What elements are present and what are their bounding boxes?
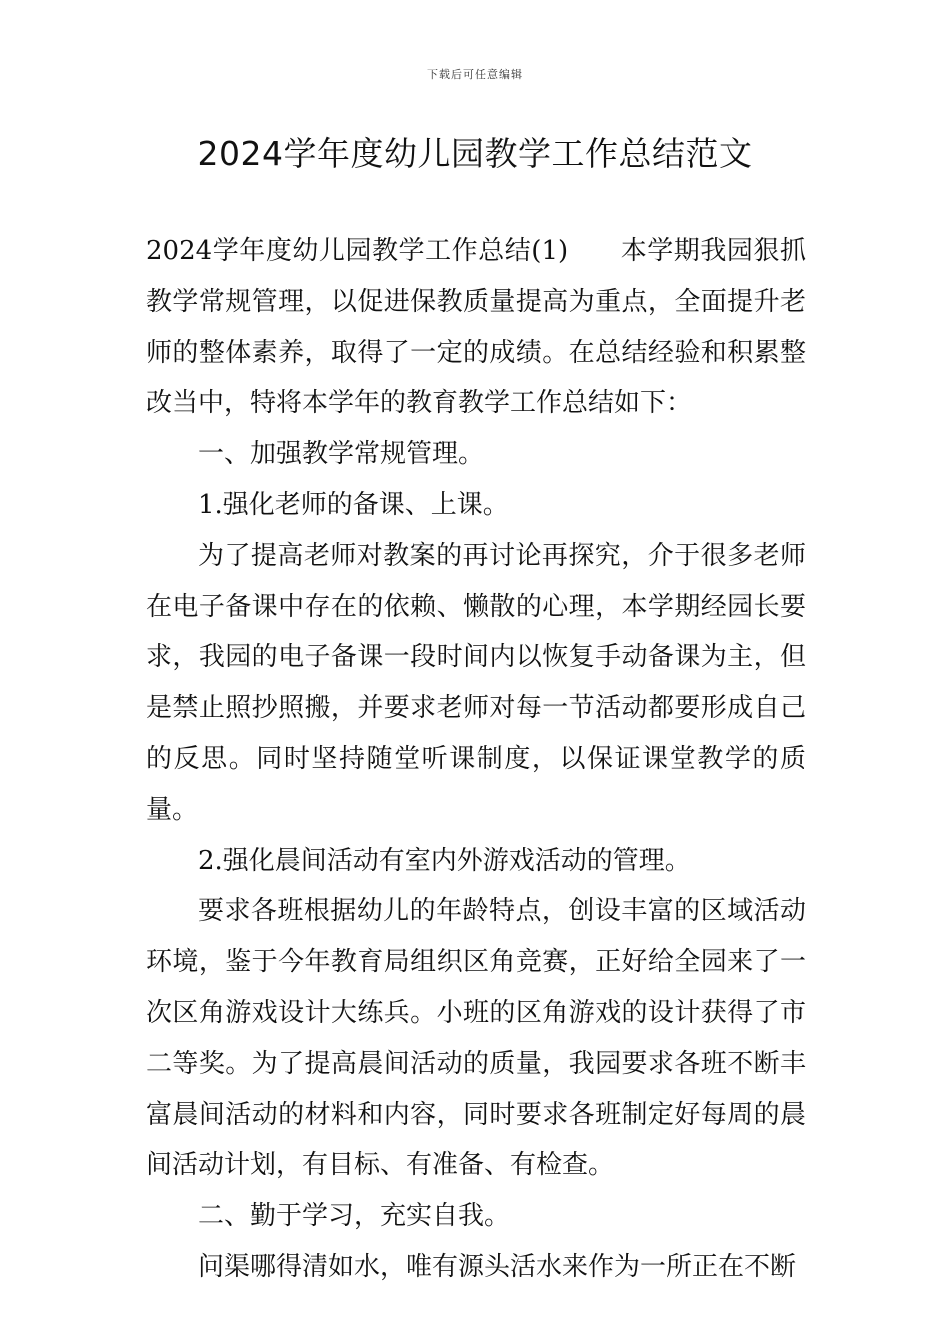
subsection-heading-2: 2.强化晨间活动有室内外游戏活动的管理。 bbox=[198, 845, 691, 876]
body-paragraph: 问渠哪得清如水，唯有源头活水来作为一所正在不断 bbox=[198, 1251, 797, 1282]
section-heading-2: 二、勤于学习，充实自我。 bbox=[198, 1201, 511, 1232]
document-body bbox=[146, 226, 806, 1293]
subsection-heading-1: 1.强化老师的备课、上课。 bbox=[198, 489, 509, 520]
document-title: 2024学年度幼儿园教学工作总结范文 bbox=[197, 134, 753, 173]
body-paragraph: 要求各班根据幼儿的年龄特点，创设丰富的区域活动环境，鉴于今年教育局组织区角竞赛，正好给全园来了一次区角游戏设计大练兵。小班的区角游戏的设计获得了市二等奖。为了提高晨间活动的质量，我园要求各班不断丰富晨间活动的材料和内容，同时要求各班制定好每周的晨间活动计划，有目标、有准备、有检查。 bbox=[146, 896, 806, 1181]
body-paragraph: 为了提高老师对教案的再讨论再探究，介于很多老师在电子备课中存在的依赖、懒散的心理，本学期经园长要求，我园的电子备课一段时间内以恢复手动备课为主，但是禁止照抄照搬，并要求老师对每一节活动都要形成自己的反思。同时坚持随堂听课制度，以保证课堂教学的质量。 bbox=[146, 540, 806, 825]
intro-heading: 2024学年度幼儿园教学工作总结(1) bbox=[146, 236, 569, 266]
intro-paragraph bbox=[146, 226, 806, 429]
header-note: 下载后可任意编辑 bbox=[427, 68, 523, 81]
section-heading-1: 一、加强教学常规管理。 bbox=[198, 439, 485, 470]
intro-text: 本学期我园狠抓教学常规管理，以促进保教质量提高为重点，全面提升老师的整体素养，取得了一定的成绩。在总结经验和积累整改当中，特将本学年的教育教学工作总结如下： bbox=[146, 236, 806, 419]
